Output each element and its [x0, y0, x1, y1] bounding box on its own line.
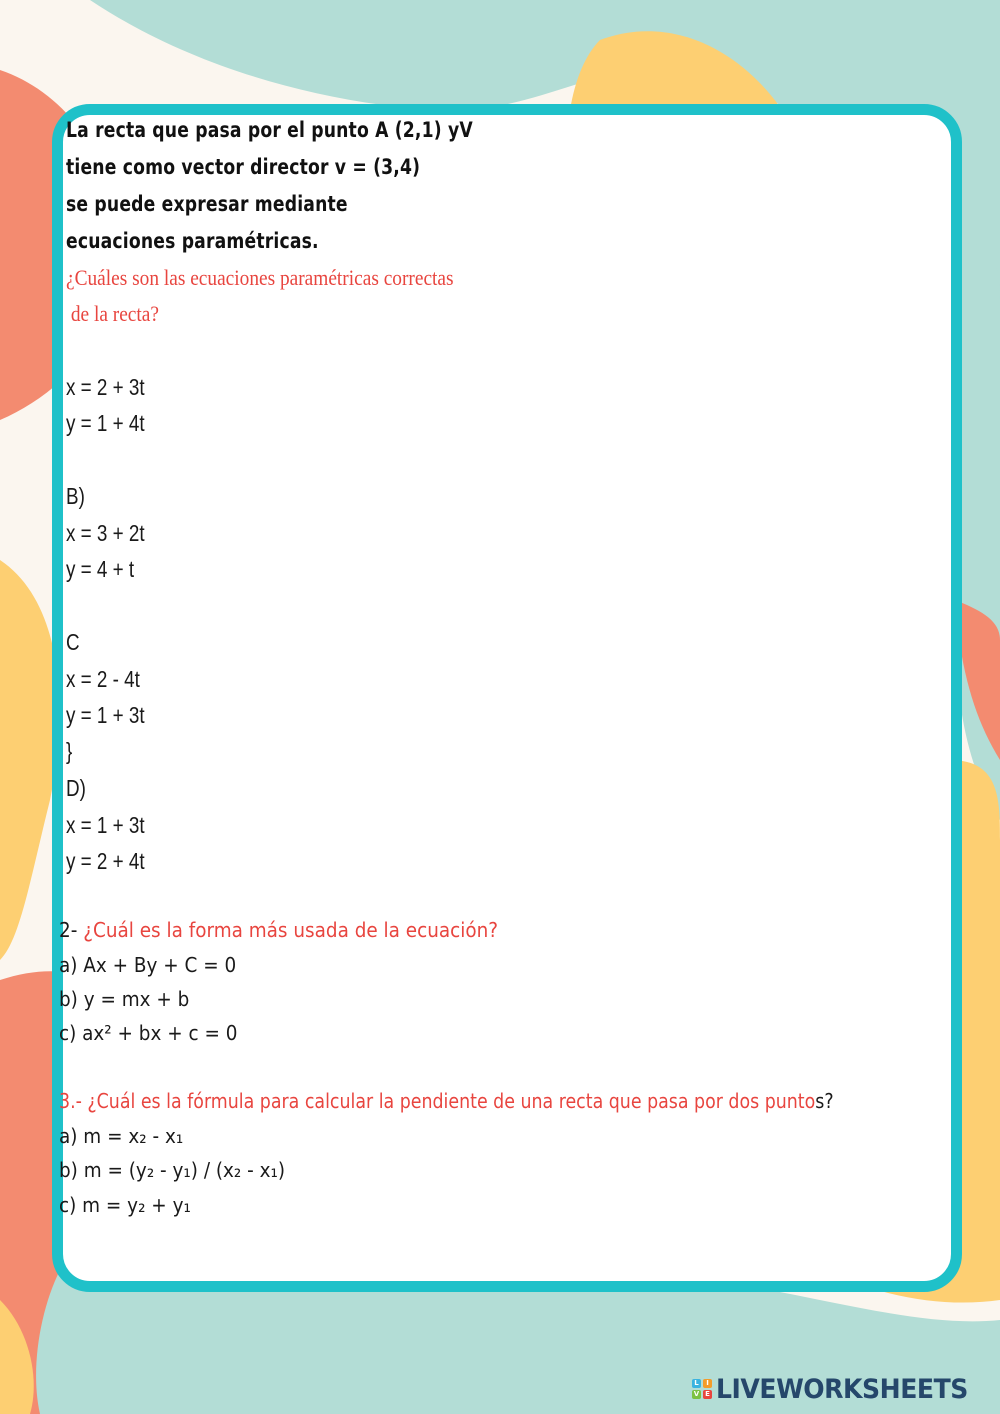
q3-question-text: 3.- ¿Cuál es la fórmula para calcular la pendiente de una recta que pasa por dos punto: [59, 1089, 816, 1113]
q3-option-a[interactable]: a) m = x₂ - x₁: [59, 1124, 184, 1148]
q3-option-b[interactable]: b) m = (y₂ - y₁) / (x₂ - x₁): [59, 1158, 286, 1182]
q3-option-c[interactable]: c) m = y₂ + y₁: [59, 1193, 191, 1217]
q1-statement-line-4: ecuaciones paramétricas.: [66, 229, 319, 253]
liveworksheets-logo: [692, 1372, 987, 1406]
q1-option-d-y[interactable]: y = 2 + 4t: [66, 848, 145, 874]
q1-option-d-label[interactable]: D): [66, 775, 86, 801]
q3-question: [59, 1089, 834, 1113]
q1-statement-line-3: se puede expresar mediante: [66, 192, 348, 216]
q1-question-line-2: de la recta?: [66, 301, 159, 326]
q1-statement-line-1: La recta que pasa por el punto A (2,1) yV: [66, 118, 473, 142]
q2-number: 2-: [59, 918, 84, 942]
q2-option-b[interactable]: b) y = mx + b: [59, 987, 190, 1011]
q1-statement-line-2: tiene como vector director v = (3,4): [66, 155, 421, 179]
q1-option-c-y[interactable]: y = 1 + 3t: [66, 702, 145, 728]
q3-question-end: s?: [815, 1089, 834, 1113]
q2-question-text: ¿Cuál es la forma más usada de la ecuación?: [83, 918, 499, 942]
q1-question-line-1: ¿Cuáles son las ecuaciones paramétricas correctas: [66, 265, 454, 290]
q1-option-c-label[interactable]: C: [66, 629, 80, 655]
stray-brace: }: [66, 738, 73, 764]
q1-option-c-x[interactable]: x = 2 - 4t: [66, 666, 140, 692]
q1-option-a-x[interactable]: x = 2 + 3t: [66, 374, 145, 400]
q2-option-c[interactable]: c) ax² + bx + c = 0: [59, 1021, 238, 1045]
yellow-blob-left: [0, 560, 59, 960]
q1-option-a-y[interactable]: y = 1 + 4t: [66, 410, 145, 436]
q2-question: [59, 918, 498, 942]
q1-option-b-label[interactable]: B): [66, 483, 85, 509]
q1-option-b-y[interactable]: y = 4 + t: [66, 556, 135, 582]
liveworksheets-logo-icon: L I V E: [692, 1379, 712, 1399]
liveworksheets-logo-text: LIVEWORKSHEETS: [716, 1373, 968, 1405]
q1-option-d-x[interactable]: x = 1 + 3t: [66, 812, 145, 838]
q2-option-a[interactable]: a) Ax + By + C = 0: [59, 953, 237, 977]
q1-option-b-x[interactable]: x = 3 + 2t: [66, 520, 145, 546]
